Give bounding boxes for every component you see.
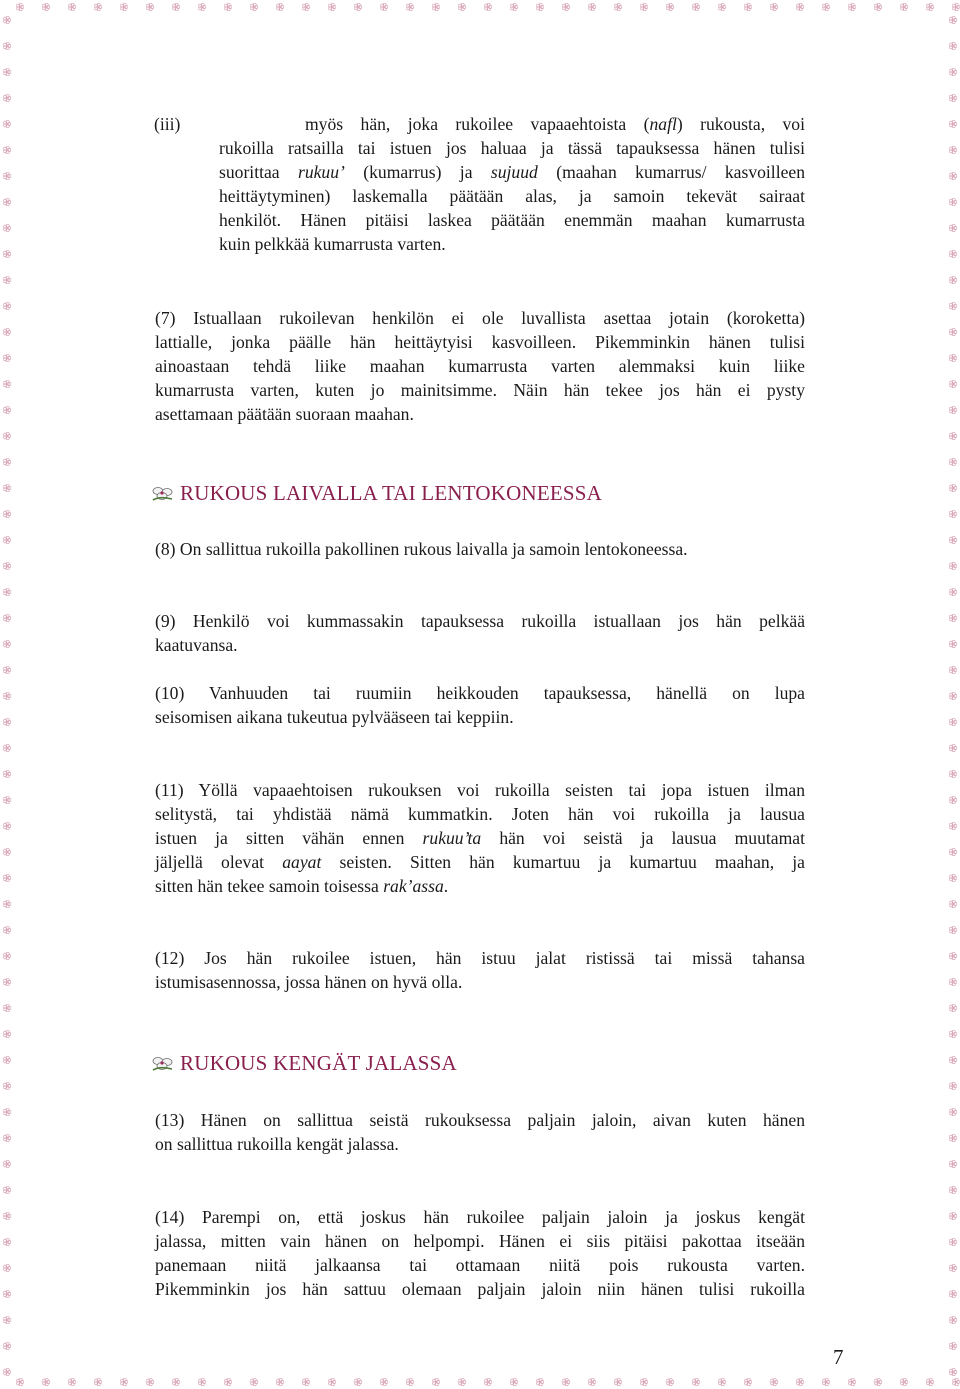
text-line: (10) Vanhuuden tai ruumiin heikkouden tapauksessa, hänellä on lupa [155, 683, 805, 703]
paragraph-8 [155, 537, 805, 561]
text-line: suorittaa rukuu’ (kumarrus) ja sujuud (maahan kumarrus/ kasvoilleen [219, 162, 805, 182]
text-line: kaatuvansa. [155, 635, 238, 655]
item-iii-text [219, 112, 805, 256]
text-line: sitten hän tekee samoin toisessa rak’assa. [155, 876, 449, 896]
heading-text: RUKOUS LAIVALLA TAI LENTOKONEESSA [180, 481, 603, 505]
text-line: (14) Parempi on, että joskus hän rukoilee paljain jaloin ja joskus kengät [155, 1207, 805, 1227]
text-line: rukoilla ratsailla tai istuen jos haluaa ja tässä tapauksessa hänen tulisi [219, 138, 805, 158]
heading-text: RUKOUS KENGÄT JALASSA [180, 1051, 457, 1075]
section-heading-ship-plane [150, 481, 602, 506]
text-line: heittäytyminen) laskemalla päätään alas, ja samoin tekevät sairaat [219, 186, 805, 206]
text-line: (13) Hänen on sallittua seistä rukouksessa paljain jaloin, aivan kuten hänen [155, 1110, 805, 1130]
paragraph-11 [155, 778, 805, 898]
floral-border-top [0, 0, 960, 14]
text-line: lattialle, jonka päälle hän heittäytyisi kasvoilleen. Pikemminkin hänen tulisi [155, 332, 805, 352]
text-line: selitystä, tai yhdistää nämä kummatkin. Joten hän voi rukoilla ja lausua [155, 804, 805, 824]
text-line: jäljellä olevat aayat seisten. Sitten hän kumartuu ja kumartuu maahan, ja [155, 852, 805, 872]
text-line: myös hän, joka rukoilee vapaaehtoista (nafl) rukousta, voi [305, 114, 805, 134]
text-line: panemaan niitä jalkaansa tai ottamaan niitä pois rukousta varten. [155, 1255, 805, 1275]
item-iii-label: (iii) [154, 114, 181, 134]
text-line: (11) Yöllä vapaaehtoisen rukouksen voi rukoilla seisten tai jopa istuen ilman [155, 780, 805, 800]
text-line: seisomisen aikana tukeutua pylvääseen tai keppiin. [155, 707, 514, 727]
floral-border-bottom [0, 1375, 960, 1389]
flower-icon [150, 484, 176, 504]
text-line: kuin pelkkää kumarrusta varten. [219, 234, 446, 254]
text-line: asettamaan päätään suoraan maahan. [155, 404, 414, 424]
paragraph-14 [155, 1205, 805, 1301]
section-heading-shoes [150, 1051, 457, 1076]
text-line: henkilöt. Hänen pitäisi laskea päätään enemmän maahan kumarrusta [219, 210, 805, 230]
text-line: (8) On sallittua rukoilla pakollinen rukous laivalla ja samoin lentokoneessa. [155, 539, 688, 559]
text-line: kumarrusta varten, kuten jo mainitsimme. Näin hän tekee jos hän ei pysty [155, 380, 805, 400]
text-line: (7) Istuallaan rukoilevan henkilön ei ole luvallista asettaa jotain (koroketta) [155, 308, 805, 328]
text-line: on sallittua rukoilla kengät jalassa. [155, 1134, 399, 1154]
floral-border-left [0, 0, 14, 1389]
text-line: ainoastaan tehdä liike maahan kumarrusta varten alemmaksi kuin liike [155, 356, 805, 376]
text-line: (9) Henkilö voi kummassakin tapauksessa rukoilla istuallaan jos hän pelkää [155, 611, 805, 631]
text-line: (12) Jos hän rukoilee istuen, hän istuu jalat ristissä tai missä tahansa [155, 948, 805, 968]
paragraph-13 [155, 1108, 805, 1156]
paragraph-12 [155, 946, 805, 994]
flower-icon [150, 1054, 176, 1074]
paragraph-7 [155, 306, 805, 426]
page-number: 7 [833, 1345, 844, 1369]
text-line: istumisasennossa, jossa hänen on hyvä olla. [155, 972, 463, 992]
text-line: istuen ja sitten vähän ennen rukuu’ta hän voi seistä ja lausua muutamat [155, 828, 805, 848]
paragraph-9 [155, 609, 805, 657]
paragraph-10 [155, 681, 805, 729]
text-line: Pikemminkin jos hän sattuu olemaan paljain jaloin niin hänen tulisi rukoilla [155, 1279, 805, 1299]
floral-border-right [946, 0, 960, 1389]
text-line: jalassa, mitten vain hänen on helpompi. Hänen ei siis pitäisi pakottaa itseään [155, 1231, 805, 1251]
